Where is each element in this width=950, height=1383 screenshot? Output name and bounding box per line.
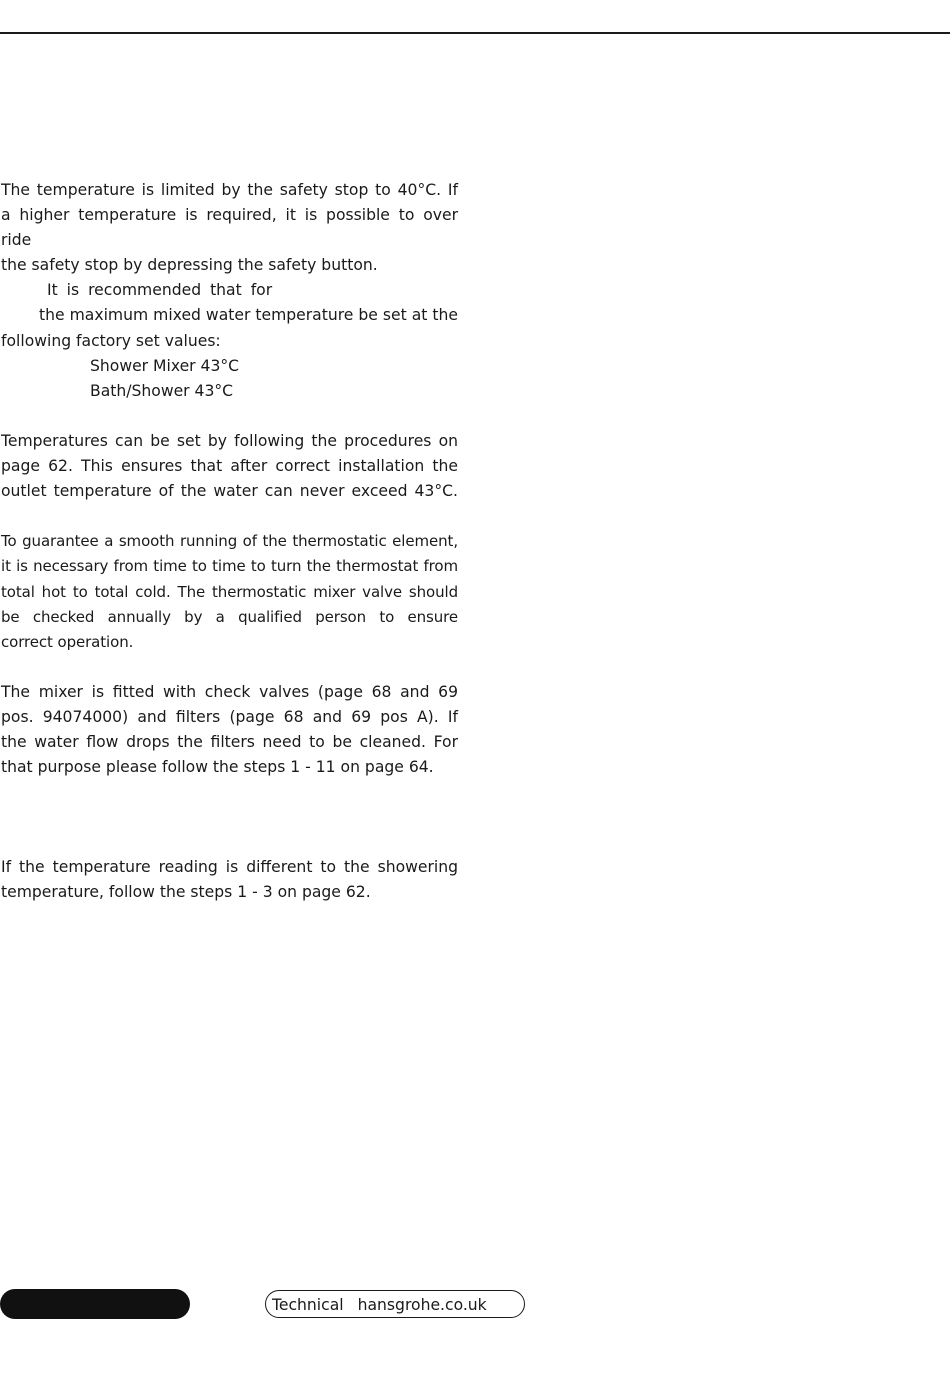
- safety-stop-paragraph: [1, 178, 458, 404]
- maintenance-paragraph: [1, 529, 458, 654]
- text-line: Temperatures can be set by following the procedures on: [1, 431, 458, 450]
- footer-section-label: Technical: [272, 1296, 344, 1314]
- text-line: a higher temperature is required, it is possible to over ride: [1, 206, 458, 250]
- text-line: the safety stop by depressing the safety button.: [1, 256, 378, 275]
- check-valves-paragraph: [1, 680, 458, 780]
- text-line: If the temperature reading is different to the showering: [1, 858, 458, 877]
- text-line: correct operation.: [1, 632, 134, 651]
- text-line: following factory set values:: [1, 331, 221, 350]
- text-line: be checked annually by a qualified person to ensure: [1, 607, 458, 626]
- factory-value-bath-shower: Bath/Shower 43°C: [90, 381, 234, 400]
- text-line: outlet temperature of the water can never exceed 43°C.: [1, 482, 458, 501]
- text-line: It is recommended that for: [47, 281, 273, 300]
- footer-page-pill: [0, 1289, 190, 1319]
- body-text: [1, 178, 458, 905]
- text-line: The mixer is fitted with check valves (page 68 and 69: [1, 682, 458, 701]
- header-rule: [0, 32, 950, 34]
- text-line: the maximum mixed water temperature be set at the: [39, 306, 458, 325]
- text-line: To guarantee a smooth running of the thermostatic element,: [1, 532, 458, 551]
- text-line: total hot to total cold. The thermostatic mixer valve should: [1, 582, 458, 601]
- text-line: that purpose please follow the steps 1 - 11 on page 64.: [1, 758, 434, 777]
- text-line: temperature, follow the steps 1 - 3 on page 62.: [1, 883, 371, 902]
- text-line: The temperature is limited by the safety stop to 40°C. If: [1, 181, 458, 199]
- temperature-reading-paragraph: [1, 855, 458, 905]
- text-line: the water flow drops the filters need to be cleaned. For: [1, 733, 458, 752]
- temperature-setting-paragraph: [1, 429, 458, 504]
- factory-value-shower-mixer: Shower Mixer 43°C: [90, 356, 240, 375]
- footer-website: hansgrohe.co.uk: [357, 1296, 487, 1314]
- footer-tag: [265, 1290, 525, 1318]
- text-line: it is necessary from time to time to turn the thermostat from: [1, 557, 458, 576]
- text-line: page 62. This ensures that after correct installation the: [1, 457, 458, 476]
- text-line: pos. 94074000) and filters (page 68 and 69 pos A). If: [1, 707, 458, 726]
